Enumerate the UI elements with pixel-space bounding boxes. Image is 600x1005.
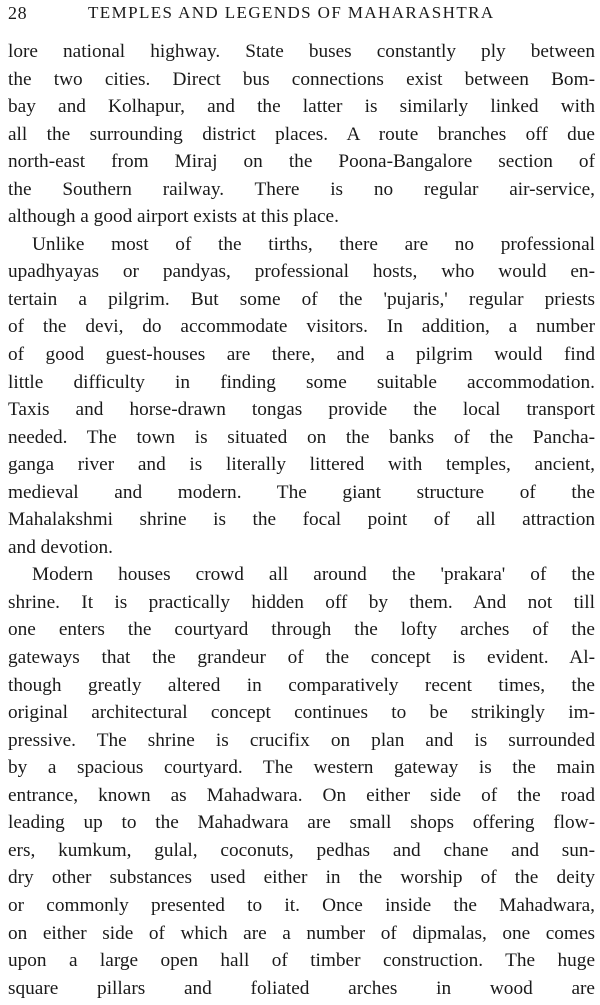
text-line: upadhyayas or pandyas, professional hosts, who would en-: [8, 261, 595, 283]
body-text: [8, 38, 595, 1002]
text-line: original architectural concept continues to be strikingly im-: [8, 702, 595, 724]
text-line: north-east from Miraj on the Poona-Bangalore section of: [8, 151, 595, 173]
text-line: upon a large open hall of timber construction. The huge: [8, 950, 595, 972]
text-line: Modern houses crowd all around the 'prakara' of the: [32, 564, 595, 586]
text-line: by a spacious courtyard. The western gateway is the main: [8, 757, 595, 779]
text-line: of good guest-houses are there, and a pilgrim would find: [8, 344, 595, 366]
text-line: Unlike most of the tirths, there are no professional: [32, 233, 595, 255]
text-line: tertain a pilgrim. But some of the 'pujaris,' regular priests: [8, 288, 595, 310]
text-line: gateways that the grandeur of the concept is evident. Al-: [8, 647, 595, 669]
text-line: on either side of which are a number of dipmalas, one comes: [8, 922, 595, 944]
text-line: bay and Kolhapur, and the latter is similarly linked with: [8, 96, 595, 118]
text-line: the two cities. Direct bus connections exist between Bom-: [8, 68, 595, 90]
running-head: [8, 3, 592, 27]
text-line: one enters the courtyard through the lofty arches of the: [8, 619, 595, 641]
text-line: square pillars and foliated arches in wood are: [8, 977, 595, 999]
text-line: little difficulty in finding some suitable accommodation.: [8, 371, 595, 393]
text-line: ganga river and is literally littered with temples, ancient,: [8, 454, 595, 476]
page-number: 28: [8, 3, 28, 23]
paragraph: [8, 38, 595, 231]
text-line: Mahalakshmi shrine is the focal point of all attraction: [8, 509, 595, 531]
paragraph: [8, 561, 595, 1002]
text-line: the Southern railway. There is no regular air-service,: [8, 178, 595, 200]
text-line: although a good airport exists at this place.: [8, 206, 339, 228]
text-line: ers, kumkum, gulal, coconuts, pedhas and chane and sun-: [8, 839, 595, 861]
text-line: shrine. It is practically hidden off by them. And not till: [8, 591, 595, 613]
text-line: all the surrounding district places. A route branches off due: [8, 123, 595, 145]
text-line: or commonly presented to it. Once inside the Mahadwara,: [8, 894, 595, 916]
text-line: dry other substances used either in the worship of the deity: [8, 867, 595, 889]
text-line: Taxis and horse-drawn tongas provide the local transport: [8, 399, 595, 421]
text-line: and devotion.: [8, 536, 113, 558]
text-line: though greatly altered in comparatively recent times, the: [8, 674, 595, 696]
text-line: entrance, known as Mahadwara. On either side of the road: [8, 784, 595, 806]
text-line: leading up to the Mahadwara are small shops offering flow-: [8, 812, 595, 834]
text-line: medieval and modern. The giant structure of the: [8, 481, 595, 503]
text-line: needed. The town is situated on the banks of the Pancha-: [8, 426, 595, 448]
running-title: TEMPLES AND LEGENDS OF MAHARASHTRA: [88, 3, 495, 22]
text-line: lore national highway. State buses constantly ply between: [8, 41, 595, 62]
text-line: of the devi, do accommodate visitors. In addition, a number: [8, 316, 595, 338]
paragraph: [8, 231, 595, 562]
text-line: pressive. The shrine is crucifix on plan and is surrounded: [8, 729, 595, 751]
